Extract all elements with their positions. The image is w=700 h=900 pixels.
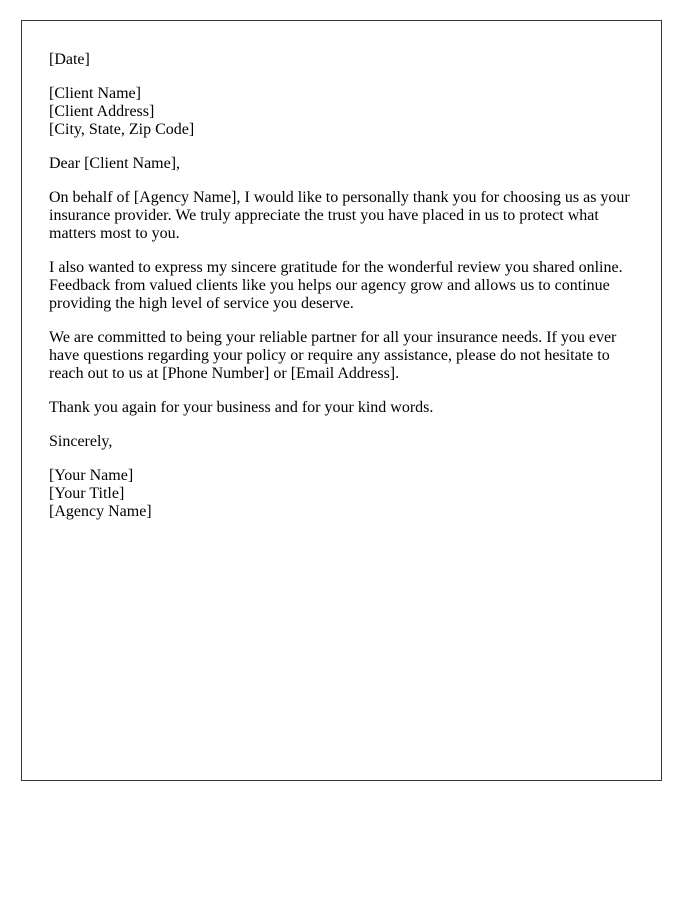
body-paragraph-4: Thank you again for your business and for your kind words. bbox=[49, 399, 434, 416]
signature-block bbox=[49, 467, 634, 521]
body-paragraph-2: I also wanted to express my sincere gratitude for the wonderful review you shared online. Feedback from valued clients like you helps our agency grow and allows us to continue providing the high level of service you deserve. bbox=[49, 259, 623, 312]
signature-title-line: [Your Title] bbox=[49, 485, 125, 502]
signature-name-line: [Your Name] bbox=[49, 467, 134, 484]
body-paragraph-3: We are committed to being your reliable partner for all your insurance needs. If you ever have questions regarding your policy or require any assistance, please do not hesitate to reach out to us at [Phone Number] or [Email Address]. bbox=[49, 329, 617, 382]
recipient-address-line: [Client Address] bbox=[49, 103, 155, 120]
date-placeholder: [Date] bbox=[49, 51, 90, 68]
signature-agency-line: [Agency Name] bbox=[49, 503, 152, 520]
salutation: Dear [Client Name], bbox=[49, 155, 181, 172]
recipient-city-state-zip-line: [City, State, Zip Code] bbox=[49, 121, 195, 138]
recipient-name-line: [Client Name] bbox=[49, 85, 141, 102]
recipient-address-block bbox=[49, 85, 634, 139]
letter-document bbox=[21, 20, 662, 781]
closing: Sincerely, bbox=[49, 433, 113, 450]
body-paragraph-1: On behalf of [Agency Name], I would like to personally thank you for choosing us as your insurance provider. We truly appreciate the trust you have placed in us to protect what matters most to you. bbox=[49, 189, 630, 242]
